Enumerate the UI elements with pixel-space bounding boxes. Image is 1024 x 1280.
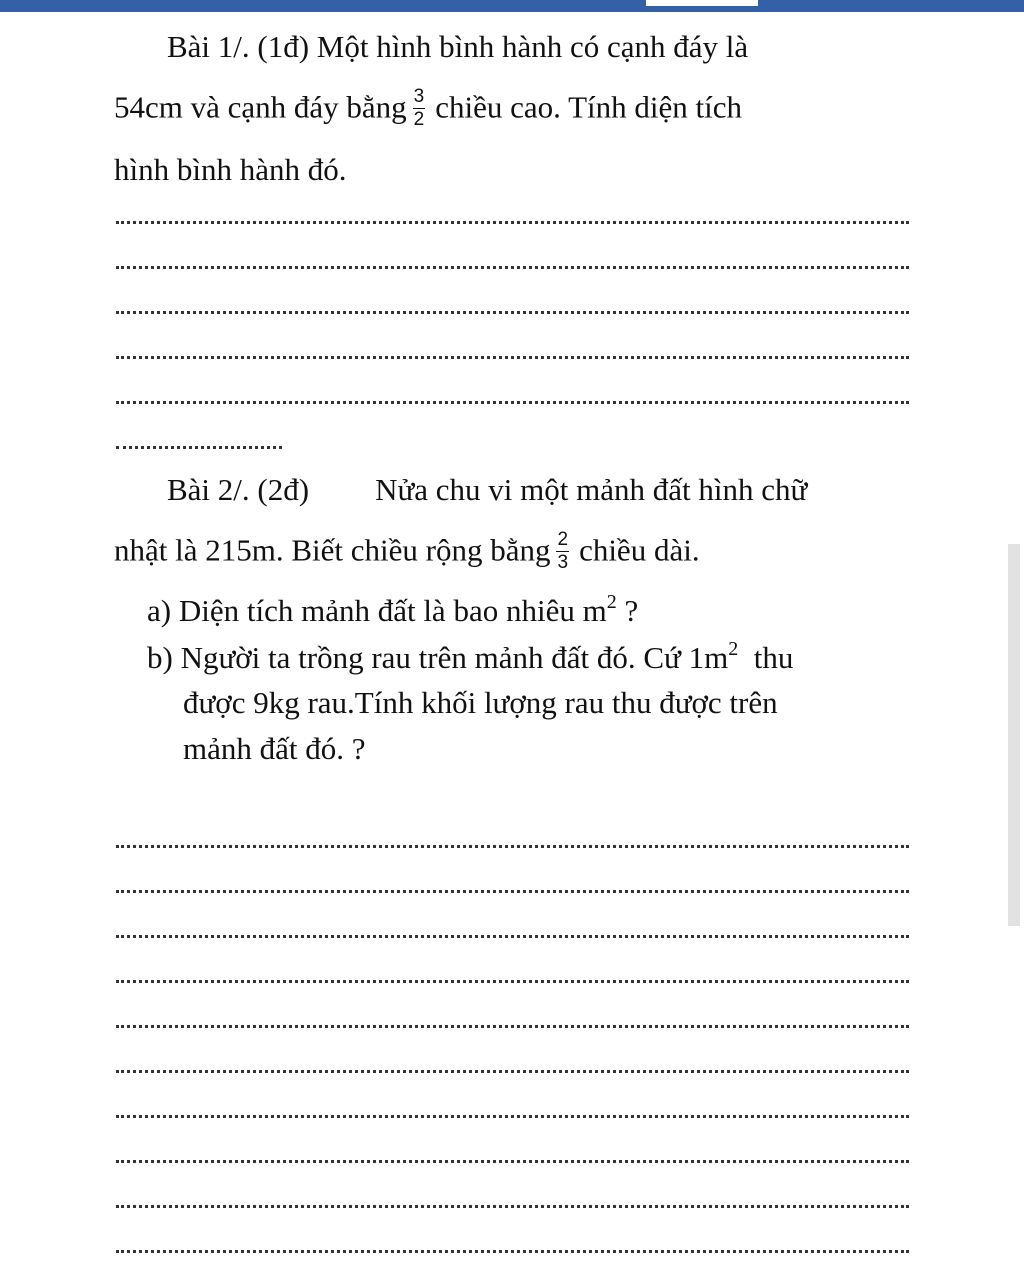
answer-line	[116, 980, 909, 983]
answer-line	[116, 401, 909, 404]
fraction-denominator: 2	[413, 109, 425, 130]
problem2-part-b-line2	[183, 685, 778, 721]
problem2-line1	[167, 472, 807, 508]
problem1-line2-text-b: chiều cao. Tính diện tích	[435, 89, 742, 125]
problem2-line1-text: Nửa chu vi một mảnh đất hình chữ	[375, 472, 808, 507]
answer-line	[116, 221, 909, 224]
part-b-text-3: mảnh đất đó. ?	[183, 731, 366, 766]
fraction-denominator: 3	[557, 552, 569, 573]
problem2-part-a	[147, 590, 639, 629]
answer-line-short	[116, 446, 282, 449]
answer-line	[116, 266, 909, 269]
problem2-part-b-line1	[147, 637, 794, 676]
part-b-text-1: b) Người ta trồng rau trên mảnh đất đó. Cứ 1m	[147, 640, 729, 675]
part-a-text: a) Diện tích mảnh đất là bao nhiêu m	[147, 593, 607, 628]
problem1-line1-text: Bài 1/. (1đ) Một hình bình hành có cạnh đáy là	[167, 29, 749, 64]
superscript-two: 2	[728, 637, 739, 660]
part-b-text-1-end: thu	[753, 640, 794, 675]
problem1-line2	[114, 88, 742, 133]
part-b-text-2: được 9kg rau.Tính khối lượng rau thu được trên	[183, 685, 778, 720]
fraction-numerator: 3	[413, 86, 425, 107]
answer-line	[116, 1070, 909, 1073]
answer-line	[116, 311, 909, 314]
problem1-line1	[167, 29, 748, 65]
problem2-part-b-line3	[183, 731, 366, 767]
answer-line	[116, 1160, 909, 1163]
answer-line	[116, 890, 909, 893]
problem1-line2-text-a: 54cm và cạnh đáy bằng	[114, 89, 407, 125]
problem2-title: Bài 2/. (2đ)	[167, 472, 310, 507]
problem2-line2-text-b: chiều dài.	[579, 532, 700, 568]
answer-line	[116, 1250, 909, 1253]
superscript-two: 2	[606, 590, 617, 613]
problem2-line2	[114, 531, 700, 576]
problem1-line3-text: hình bình hành đó.	[114, 152, 347, 187]
answer-line	[116, 1205, 909, 1208]
part-a-end: ?	[624, 593, 639, 628]
fraction-three-halves	[413, 86, 426, 131]
problem2-line2-text-a: nhật là 215m. Biết chiều rộng bằng	[114, 532, 551, 568]
answer-line	[116, 356, 909, 359]
answer-line	[116, 1025, 909, 1028]
fraction-numerator: 2	[557, 529, 569, 550]
answer-line	[116, 935, 909, 938]
vertical-scrollbar[interactable]	[1008, 544, 1020, 926]
answer-line	[116, 845, 909, 848]
fraction-two-thirds	[556, 529, 569, 574]
answer-line	[116, 1115, 909, 1118]
problem1-line3	[114, 152, 347, 188]
